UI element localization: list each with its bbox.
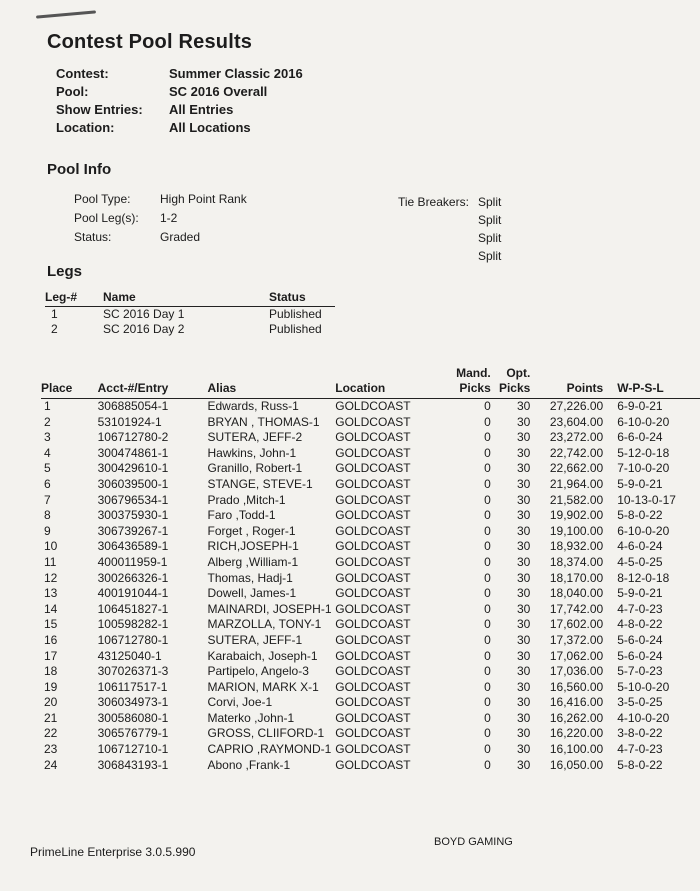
cell-opt-picks: 30 xyxy=(516,695,531,710)
cell-opt-picks: 30 xyxy=(516,539,531,554)
table-row xyxy=(41,508,700,524)
cell-points: 17,372.00 xyxy=(549,632,604,647)
tie-breaker-value: Split xyxy=(478,249,502,263)
meta-value: All Entries xyxy=(169,102,234,117)
footer-version: PrimeLine Enterprise 3.0.5.990 xyxy=(30,845,196,859)
cell-alias: Forget , Roger-1 xyxy=(207,523,296,538)
pool-info-value: Graded xyxy=(160,230,201,244)
cell-alias: SUTERA, JEFF-1 xyxy=(207,632,303,647)
cell-points: 17,036.00 xyxy=(549,664,604,679)
meta-value: Summer Classic 2016 xyxy=(169,66,303,81)
cell-alias: SUTERA, JEFF-2 xyxy=(207,430,303,445)
col-header-opt-picks xyxy=(491,366,531,399)
cell-wpsl: 5-9-0-21 xyxy=(617,476,663,491)
cell-place: 2 xyxy=(44,414,51,429)
table-row xyxy=(41,539,700,555)
cell-wpsl: 5-7-0-23 xyxy=(617,664,663,679)
cell-location: GOLDCOAST xyxy=(335,742,411,757)
cell-wpsl: 3-8-0-22 xyxy=(617,726,663,741)
legs-col-header: Leg-# xyxy=(45,290,103,307)
table-row xyxy=(41,399,700,415)
col-header-alias: Alias xyxy=(207,366,335,399)
cell-place: 20 xyxy=(44,695,58,710)
cell-place: 10 xyxy=(44,539,58,554)
cell-wpsl: 5-9-0-21 xyxy=(617,586,663,601)
cell-alias: STANGE, STEVE-1 xyxy=(207,476,313,491)
cell-mand-picks: 0 xyxy=(484,492,491,507)
cell-opt-picks: 30 xyxy=(516,554,531,569)
cell-acct: 43125040-1 xyxy=(97,648,162,663)
cell-opt-picks: 30 xyxy=(516,492,531,507)
cell-alias: MARION, MARK X-1 xyxy=(207,679,319,694)
cell-acct: 106712710-1 xyxy=(97,742,169,757)
table-row xyxy=(41,695,700,711)
cell-opt-picks: 30 xyxy=(516,632,531,647)
cell-mand-picks: 0 xyxy=(484,710,491,725)
table-row xyxy=(41,461,700,477)
cell-acct: 300586080-1 xyxy=(97,710,169,725)
cell-place: 11 xyxy=(44,554,57,569)
cell-place: 7 xyxy=(44,492,51,507)
cell-place: 4 xyxy=(44,445,51,460)
tie-breakers xyxy=(398,193,501,265)
cell-opt-picks: 30 xyxy=(516,617,531,632)
col-header-mand-top: Mand. xyxy=(456,366,491,380)
cell-acct: 300375930-1 xyxy=(97,508,169,523)
cell-wpsl: 3-5-0-25 xyxy=(617,695,663,710)
table-row xyxy=(41,649,700,665)
table-row xyxy=(41,415,700,431)
cell-acct: 300266326-1 xyxy=(97,570,169,585)
col-header-location: Location xyxy=(335,366,443,399)
cell-points: 22,662.00 xyxy=(549,461,604,476)
table-row xyxy=(41,742,700,758)
cell-points: 21,964.00 xyxy=(549,476,604,491)
cell-opt-picks: 30 xyxy=(516,757,531,772)
cell-location: GOLDCOAST xyxy=(335,648,411,663)
cell-location: GOLDCOAST xyxy=(335,539,411,554)
cell-place: 12 xyxy=(44,570,58,585)
cell-points: 16,100.00 xyxy=(549,742,604,757)
cell-place: 15 xyxy=(44,617,58,632)
cell-opt-picks: 30 xyxy=(516,664,531,679)
legs-heading: Legs xyxy=(47,263,83,280)
pool-info xyxy=(74,192,247,245)
cell-mand-picks: 0 xyxy=(484,757,491,772)
cell-acct: 106451827-1 xyxy=(97,601,169,616)
leg-row xyxy=(45,322,335,337)
cell-mand-picks: 0 xyxy=(484,539,491,554)
cell-alias: Abono ,Frank-1 xyxy=(207,757,291,772)
cell-wpsl: 6-9-0-21 xyxy=(617,399,663,413)
cell-location: GOLDCOAST xyxy=(335,414,411,429)
cell-place: 3 xyxy=(44,430,51,445)
cell-wpsl: 5-8-0-22 xyxy=(617,757,663,772)
leg-row xyxy=(45,307,335,323)
table-row xyxy=(41,493,700,509)
cell-opt-picks: 30 xyxy=(516,414,531,429)
cell-mand-picks: 0 xyxy=(484,554,491,569)
pool-info-label: Pool Leg(s): xyxy=(74,211,139,225)
pool-info-label: Pool Type: xyxy=(74,192,131,206)
cell-points: 16,050.00 xyxy=(549,757,604,772)
table-row xyxy=(41,571,700,587)
cell-wpsl: 6-10-0-20 xyxy=(617,414,670,429)
cell-mand-picks: 0 xyxy=(484,476,491,491)
cell-opt-picks: 30 xyxy=(516,742,531,757)
cell-mand-picks: 0 xyxy=(484,601,491,616)
cell-alias: Prado ,Mitch-1 xyxy=(207,492,286,507)
cell-alias: Granillo, Robert-1 xyxy=(207,461,303,476)
cell-wpsl: 7-10-0-20 xyxy=(617,461,670,476)
cell-location: GOLDCOAST xyxy=(335,664,411,679)
cell-alias: MARZOLLA, TONY-1 xyxy=(207,617,322,632)
cell-place: 8 xyxy=(44,508,51,523)
col-header-place: Place xyxy=(41,366,98,399)
cell-acct: 306436589-1 xyxy=(97,539,169,554)
cell-wpsl: 10-13-0-17 xyxy=(617,492,676,507)
cell-wpsl: 5-6-0-24 xyxy=(617,632,663,647)
cell-location: GOLDCOAST xyxy=(335,617,411,632)
cell-alias: CAPRIO ,RAYMOND-1 xyxy=(207,742,332,757)
cell-mand-picks: 0 xyxy=(484,508,491,523)
cell-location: GOLDCOAST xyxy=(335,586,411,601)
cell-points: 22,742.00 xyxy=(549,445,604,460)
cell-place: 18 xyxy=(44,664,58,679)
cell-wpsl: 5-8-0-22 xyxy=(617,508,663,523)
cell-location: GOLDCOAST xyxy=(335,492,411,507)
cell-place: 21 xyxy=(44,710,58,725)
col-header-opt-bottom: Picks xyxy=(498,381,531,395)
cell-location: GOLDCOAST xyxy=(335,476,411,491)
cell-points: 21,582.00 xyxy=(549,492,604,507)
cell-alias: Corvi, Joe-1 xyxy=(207,695,273,710)
cell-points: 19,100.00 xyxy=(549,523,604,538)
cell-opt-picks: 30 xyxy=(516,445,531,460)
cell-opt-picks: 30 xyxy=(516,586,531,601)
cell-points: 17,602.00 xyxy=(549,617,604,632)
tie-breakers-label: Tie Breakers: xyxy=(398,195,469,209)
cell-points: 23,272.00 xyxy=(549,430,604,445)
cell-location: GOLDCOAST xyxy=(335,679,411,694)
leg-cell: 1 xyxy=(51,307,58,321)
cell-wpsl: 4-10-0-20 xyxy=(617,710,670,725)
cell-location: GOLDCOAST xyxy=(335,710,411,725)
cell-points: 19,902.00 xyxy=(549,508,604,523)
cell-location: GOLDCOAST xyxy=(335,757,411,772)
cell-place: 16 xyxy=(44,632,58,647)
cell-mand-picks: 0 xyxy=(484,586,491,601)
cell-alias: Faro ,Todd-1 xyxy=(207,508,276,523)
cell-wpsl: 4-5-0-25 xyxy=(617,554,663,569)
cell-points: 16,416.00 xyxy=(549,695,604,710)
cell-points: 16,262.00 xyxy=(549,710,604,725)
cell-mand-picks: 0 xyxy=(484,523,491,538)
cell-opt-picks: 30 xyxy=(516,648,531,663)
cell-mand-picks: 0 xyxy=(484,648,491,663)
pool-info-value: 1-2 xyxy=(160,211,178,225)
cell-opt-picks: 30 xyxy=(516,710,531,725)
table-row xyxy=(41,758,700,774)
cell-wpsl: 5-6-0-24 xyxy=(617,648,663,663)
legs-table xyxy=(45,290,335,337)
meta-value: SC 2016 Overall xyxy=(169,84,268,99)
cell-acct: 306843193-1 xyxy=(97,757,169,772)
cell-alias: Hawkins, John-1 xyxy=(207,445,297,460)
leg-cell: SC 2016 Day 1 xyxy=(103,307,185,321)
cell-mand-picks: 0 xyxy=(484,570,491,585)
cell-alias: GROSS, CLIIFORD-1 xyxy=(207,726,325,741)
cell-location: GOLDCOAST xyxy=(335,601,411,616)
cell-mand-picks: 0 xyxy=(484,742,491,757)
meta-label: Contest: xyxy=(56,66,109,81)
cell-opt-picks: 30 xyxy=(516,601,531,616)
cell-place: 23 xyxy=(44,742,58,757)
cell-alias: Karabaich, Joseph-1 xyxy=(207,648,318,663)
col-header-mand-bottom: Picks xyxy=(459,381,491,395)
cell-alias: RICH,JOSEPH-1 xyxy=(207,539,299,554)
tie-breaker-value: Split xyxy=(478,195,502,209)
cell-wpsl: 5-12-0-18 xyxy=(617,445,670,460)
cell-alias: Dowell, James-1 xyxy=(207,586,297,601)
cell-location: GOLDCOAST xyxy=(335,554,411,569)
meta-value: All Locations xyxy=(169,120,251,135)
cell-points: 23,604.00 xyxy=(549,414,604,429)
cell-place: 5 xyxy=(44,461,51,476)
cell-acct: 400191044-1 xyxy=(97,586,169,601)
cell-alias: Materko ,John-1 xyxy=(207,710,295,725)
cell-location: GOLDCOAST xyxy=(335,461,411,476)
cell-points: 18,932.00 xyxy=(549,539,604,554)
tie-breaker-value: Split xyxy=(478,231,502,245)
col-header-points: Points xyxy=(530,366,603,399)
cell-place: 17 xyxy=(44,648,58,663)
cell-acct: 306039500-1 xyxy=(97,476,169,491)
table-row xyxy=(41,586,700,602)
pool-info-heading: Pool Info xyxy=(47,161,112,178)
cell-alias: Partipelo, Angelo-3 xyxy=(207,664,309,679)
cell-wpsl: 8-12-0-18 xyxy=(617,570,670,585)
table-row xyxy=(41,602,700,618)
cell-points: 27,226.00 xyxy=(549,399,604,413)
col-header-mand-picks xyxy=(443,366,490,399)
cell-place: 9 xyxy=(44,523,51,538)
cell-location: GOLDCOAST xyxy=(335,445,411,460)
cell-location: GOLDCOAST xyxy=(335,430,411,445)
pool-info-label: Status: xyxy=(74,230,112,244)
cell-acct: 106712780-2 xyxy=(97,430,169,445)
cell-place: 22 xyxy=(44,726,58,741)
cell-mand-picks: 0 xyxy=(484,695,491,710)
cell-alias: Alberg ,William-1 xyxy=(207,554,299,569)
cell-acct: 106117517-1 xyxy=(97,679,168,694)
cell-points: 18,374.00 xyxy=(549,554,604,569)
cell-mand-picks: 0 xyxy=(484,664,491,679)
contest-meta xyxy=(56,66,303,135)
cell-place: 6 xyxy=(44,476,51,491)
results-table xyxy=(41,366,700,773)
cell-location: GOLDCOAST xyxy=(335,632,411,647)
cell-place: 14 xyxy=(44,601,58,616)
pool-info-value: High Point Rank xyxy=(160,192,247,206)
cell-opt-picks: 30 xyxy=(516,430,531,445)
cell-mand-picks: 0 xyxy=(484,726,491,741)
cell-alias: Edwards, Russ-1 xyxy=(207,399,299,413)
col-header-wpsl: W-P-S-L xyxy=(603,366,700,399)
table-row xyxy=(41,726,700,742)
table-row xyxy=(41,680,700,696)
cell-opt-picks: 30 xyxy=(516,679,531,694)
cell-location: GOLDCOAST xyxy=(335,399,411,413)
cell-wpsl: 6-10-0-20 xyxy=(617,523,670,538)
cell-acct: 300474861-1 xyxy=(97,445,169,460)
cell-location: GOLDCOAST xyxy=(335,695,411,710)
cell-opt-picks: 30 xyxy=(516,508,531,523)
table-row xyxy=(41,633,700,649)
leg-cell: Published xyxy=(269,307,322,321)
cell-mand-picks: 0 xyxy=(484,414,491,429)
cell-acct: 306885054-1 xyxy=(97,399,169,413)
cell-mand-picks: 0 xyxy=(484,632,491,647)
table-row xyxy=(41,555,700,571)
table-row xyxy=(41,524,700,540)
table-row xyxy=(41,430,700,446)
pen-mark xyxy=(36,10,96,18)
page-title: Contest Pool Results xyxy=(47,31,253,53)
cell-mand-picks: 0 xyxy=(484,461,491,476)
meta-label: Pool: xyxy=(56,84,89,99)
cell-mand-picks: 0 xyxy=(484,430,491,445)
cell-opt-picks: 30 xyxy=(516,461,531,476)
cell-opt-picks: 30 xyxy=(516,570,531,585)
cell-place: 24 xyxy=(44,757,58,772)
cell-wpsl: 4-7-0-23 xyxy=(617,601,663,616)
cell-acct: 400011959-1 xyxy=(97,554,168,569)
cell-place: 19 xyxy=(44,679,58,694)
cell-opt-picks: 30 xyxy=(516,726,531,741)
cell-points: 18,040.00 xyxy=(549,586,604,601)
table-row xyxy=(41,477,700,493)
cell-acct: 53101924-1 xyxy=(97,414,162,429)
cell-opt-picks: 30 xyxy=(516,523,531,538)
cell-location: GOLDCOAST xyxy=(335,523,411,538)
cell-location: GOLDCOAST xyxy=(335,570,411,585)
leg-cell: SC 2016 Day 2 xyxy=(103,322,185,336)
cell-acct: 106712780-1 xyxy=(97,632,169,647)
cell-points: 17,062.00 xyxy=(549,648,604,663)
cell-alias: Thomas, Hadj-1 xyxy=(207,570,293,585)
cell-place: 1 xyxy=(44,399,51,413)
legs-col-header: Status xyxy=(269,290,335,307)
cell-acct: 306796534-1 xyxy=(97,492,169,507)
leg-cell: Published xyxy=(269,322,322,336)
cell-acct: 100598282-1 xyxy=(97,617,169,632)
cell-mand-picks: 0 xyxy=(484,679,491,694)
cell-acct: 306576779-1 xyxy=(97,726,169,741)
cell-opt-picks: 30 xyxy=(516,476,531,491)
cell-wpsl: 4-7-0-23 xyxy=(617,742,663,757)
legs-col-header: Name xyxy=(103,290,269,307)
cell-wpsl: 6-6-0-24 xyxy=(617,430,663,445)
cell-location: GOLDCOAST xyxy=(335,726,411,741)
cell-alias: BRYAN , THOMAS-1 xyxy=(207,414,320,429)
cell-points: 16,220.00 xyxy=(549,726,604,741)
cell-location: GOLDCOAST xyxy=(335,508,411,523)
table-row xyxy=(41,617,700,633)
cell-wpsl: 4-8-0-22 xyxy=(617,617,663,632)
meta-label: Show Entries: xyxy=(56,102,143,117)
cell-opt-picks: 30 xyxy=(516,399,531,413)
cell-acct: 307026371-3 xyxy=(97,664,169,679)
cell-mand-picks: 0 xyxy=(484,399,491,413)
cell-mand-picks: 0 xyxy=(484,617,491,632)
table-row xyxy=(41,446,700,462)
cell-points: 18,170.00 xyxy=(549,570,604,585)
cell-acct: 300429610-1 xyxy=(97,461,169,476)
cell-wpsl: 5-10-0-20 xyxy=(617,679,670,694)
cell-acct: 306739267-1 xyxy=(97,523,169,538)
table-row xyxy=(41,711,700,727)
tie-breaker-value: Split xyxy=(478,213,502,227)
leg-cell: 2 xyxy=(51,322,58,336)
table-row xyxy=(41,664,700,680)
col-header-acct: Acct-#/Entry xyxy=(98,366,208,399)
cell-points: 16,560.00 xyxy=(549,679,604,694)
col-header-opt-top: Opt. xyxy=(506,366,531,380)
cell-mand-picks: 0 xyxy=(484,445,491,460)
cell-points: 17,742.00 xyxy=(549,601,604,616)
cell-wpsl: 4-6-0-24 xyxy=(617,539,663,554)
cell-place: 13 xyxy=(44,586,58,601)
meta-label: Location: xyxy=(56,120,115,135)
cell-acct: 306034973-1 xyxy=(97,695,169,710)
cell-alias: MAINARDI, JOSEPH-1 xyxy=(207,601,332,616)
footer-company: BOYD GAMING xyxy=(434,836,513,848)
